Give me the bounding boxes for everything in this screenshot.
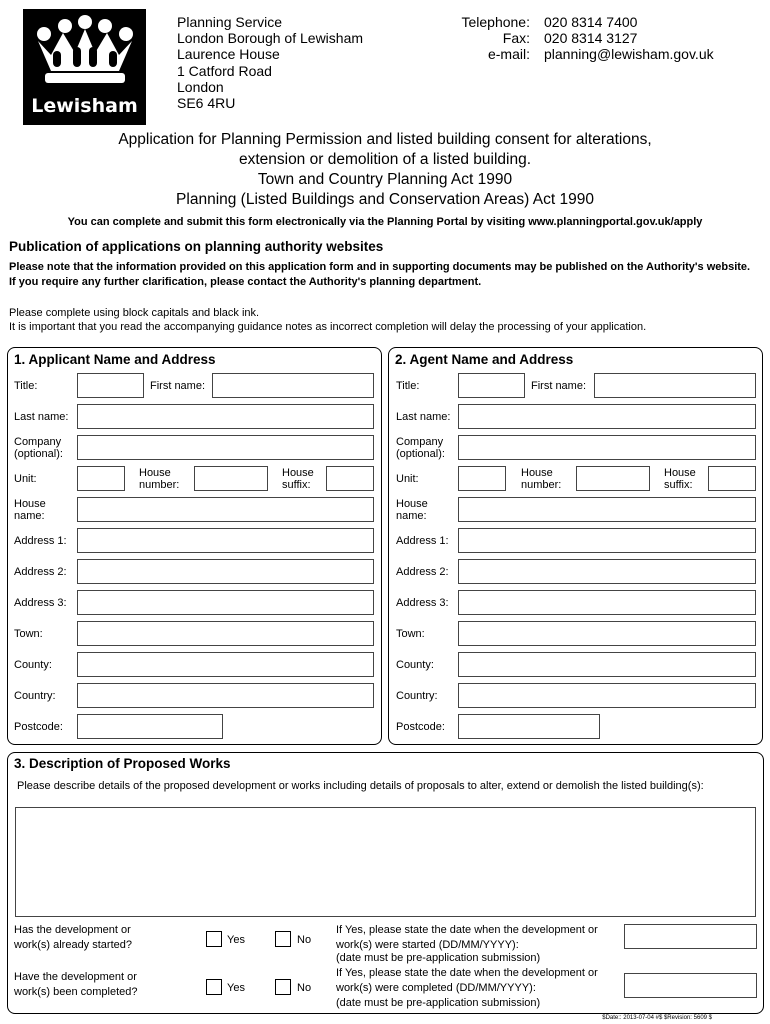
address2-label: Address 2: — [396, 566, 449, 578]
publication-heading: Publication of applications on planning authority websites — [9, 239, 384, 254]
agent-county-field[interactable] — [458, 652, 756, 677]
applicant-postcode-field[interactable] — [77, 714, 223, 739]
instruction-line: Please complete using block capitals and black ink. — [9, 307, 260, 319]
house-suffix-label: House suffix: — [282, 467, 314, 491]
applicant-section — [7, 347, 382, 745]
applicant-country-field[interactable] — [77, 683, 374, 708]
started-no-checkbox[interactable] — [275, 931, 291, 947]
agent-address1-field[interactable] — [458, 528, 756, 553]
yes-label: Yes — [227, 982, 245, 994]
completed-no-checkbox[interactable] — [275, 979, 291, 995]
form-title — [0, 130, 770, 210]
address-line: Laurence House — [177, 46, 280, 63]
applicant-first-name-field[interactable] — [212, 373, 374, 398]
house-number-label: House number: — [521, 467, 562, 491]
agent-title-field[interactable] — [458, 373, 525, 398]
country-label: Country: — [396, 690, 438, 702]
agent-last-name-field[interactable] — [458, 404, 756, 429]
agent-house-number-field[interactable] — [576, 466, 650, 491]
agent-section — [388, 347, 763, 745]
section-title: 3. Description of Proposed Works — [14, 756, 231, 771]
applicant-county-field[interactable] — [77, 652, 374, 677]
address-line: London — [177, 78, 224, 95]
address-line: Planning Service — [177, 14, 283, 30]
county-label: County: — [14, 659, 52, 671]
description-textarea[interactable] — [15, 807, 756, 917]
fax-label: Fax: — [502, 30, 530, 47]
lewisham-logo — [23, 9, 146, 125]
completed-yes-checkbox[interactable] — [206, 979, 222, 995]
country-label: Country: — [14, 690, 56, 702]
address3-label: Address 3: — [396, 597, 449, 609]
title-line: Application for Planning Permission and listed building consent for alterations, — [118, 131, 652, 148]
completed-date-note: If Yes, please state the date when the development or work(s) were completed (DD/MM/YYYY): — [336, 967, 598, 994]
telephone-label: Telephone: — [461, 14, 530, 30]
completed-date-field[interactable] — [624, 973, 757, 998]
description-section — [7, 752, 764, 1014]
publication-text: Please note that the information provided on this application form and in supporting documents may be published on the Authority's website. If you require any further clarification, please contact the Authority's planning department. — [9, 261, 751, 288]
applicant-house-suffix-field[interactable] — [326, 466, 374, 491]
started-question: Has the development or work(s) already started? — [14, 924, 132, 951]
no-label: No — [297, 934, 312, 946]
email-label: e-mail: — [487, 46, 530, 63]
house-number-label: House number: — [139, 467, 180, 491]
unit-label: Unit: — [14, 473, 37, 485]
description-prompt: Please describe details of the proposed development or works including details of proposals to alter, extend or demolish the listed building(s): — [17, 780, 704, 792]
no-label: No — [297, 982, 312, 994]
title-line: Planning (Listed Buildings and Conservation Areas) Act 1990 — [176, 191, 594, 208]
applicant-address1-field[interactable] — [77, 528, 374, 553]
agent-company-field[interactable] — [458, 435, 756, 460]
title-label: Title: — [14, 380, 38, 392]
applicant-address3-field[interactable] — [77, 590, 374, 615]
applicant-house-number-field[interactable] — [194, 466, 268, 491]
postcode-label: Postcode: — [396, 721, 445, 733]
house-name-label: House name: — [396, 498, 428, 522]
unit-label: Unit: — [396, 473, 419, 485]
first-name-label: First name: — [150, 380, 206, 392]
crown-icon — [23, 9, 146, 99]
address3-label: Address 3: — [14, 597, 67, 609]
applicant-house-name-field[interactable] — [77, 497, 374, 522]
house-suffix-label: House suffix: — [664, 467, 696, 491]
applicant-town-field[interactable] — [77, 621, 374, 646]
instruction-line: It is important that you read the accompanying guidance notes as incorrect completion will delay the processing of your application. — [9, 321, 647, 333]
house-name-label: House name: — [14, 498, 46, 522]
section-title: 2. Agent Name and Address — [395, 352, 574, 367]
address2-label: Address 2: — [14, 566, 67, 578]
agent-address2-field[interactable] — [458, 559, 756, 584]
address-line: 1 Catford Road — [177, 62, 272, 79]
company-label: Company (optional): — [14, 436, 63, 460]
town-label: Town: — [396, 628, 425, 640]
town-label: Town: — [14, 628, 43, 640]
yes-label: Yes — [227, 934, 245, 946]
agent-town-field[interactable] — [458, 621, 756, 646]
started-date-note: If Yes, please state the date when the development or work(s) were started (DD/MM/YYYY): — [336, 924, 598, 951]
title-label: Title: — [396, 380, 420, 392]
section-title: 1. Applicant Name and Address — [14, 352, 216, 367]
agent-house-name-field[interactable] — [458, 497, 756, 522]
applicant-title-field[interactable] — [77, 373, 144, 398]
last-name-label: Last name: — [14, 411, 69, 423]
title-line: Town and Country Planning Act 1990 — [257, 171, 513, 188]
email-value: planning@lewisham.gov.uk — [544, 46, 714, 63]
last-name-label: Last name: — [396, 411, 451, 423]
address1-label: Address 1: — [396, 535, 449, 547]
address-line: SE6 4RU — [177, 95, 236, 112]
title-line: extension or demolition of a listed building. — [238, 151, 532, 168]
address-line: London Borough of Lewisham — [177, 30, 364, 47]
agent-postcode-field[interactable] — [458, 714, 600, 739]
completed-question: Have the development or work(s) been completed? — [14, 971, 138, 998]
postcode-label: Postcode: — [14, 721, 63, 733]
agent-first-name-field[interactable] — [594, 373, 756, 398]
fax-value: 020 8314 3127 — [544, 30, 638, 47]
revision-footer: $Date:: 2013-07-04 #$ $Revision: 5609 $ — [602, 1015, 712, 1021]
instructions — [9, 306, 646, 334]
agent-house-suffix-field[interactable] — [708, 466, 756, 491]
pre-app-note: (date must be pre-application submission) — [336, 997, 541, 1009]
agent-country-field[interactable] — [458, 683, 756, 708]
telephone-value: 020 8314 7400 — [544, 14, 638, 30]
contact-details — [460, 14, 714, 63]
agent-address3-field[interactable] — [458, 590, 756, 615]
applicant-last-name-field[interactable] — [77, 404, 374, 429]
applicant-company-field[interactable] — [77, 435, 374, 460]
company-label: Company (optional): — [396, 436, 445, 460]
started-date-field[interactable] — [624, 924, 757, 949]
applicant-unit-field[interactable] — [77, 466, 125, 491]
county-label: County: — [396, 659, 434, 671]
portal-note: You can complete and submit this form electronically via the Planning Portal by visiting www.planningportal.gov.uk/apply — [67, 216, 703, 228]
pre-app-note: (date must be pre-application submission) — [336, 952, 541, 964]
address1-label: Address 1: — [14, 535, 67, 547]
council-address — [177, 14, 363, 111]
logo-text: Lewisham — [31, 95, 138, 117]
first-name-label: First name: — [531, 380, 587, 392]
agent-unit-field[interactable] — [458, 466, 506, 491]
started-yes-checkbox[interactable] — [206, 931, 222, 947]
applicant-address2-field[interactable] — [77, 559, 374, 584]
